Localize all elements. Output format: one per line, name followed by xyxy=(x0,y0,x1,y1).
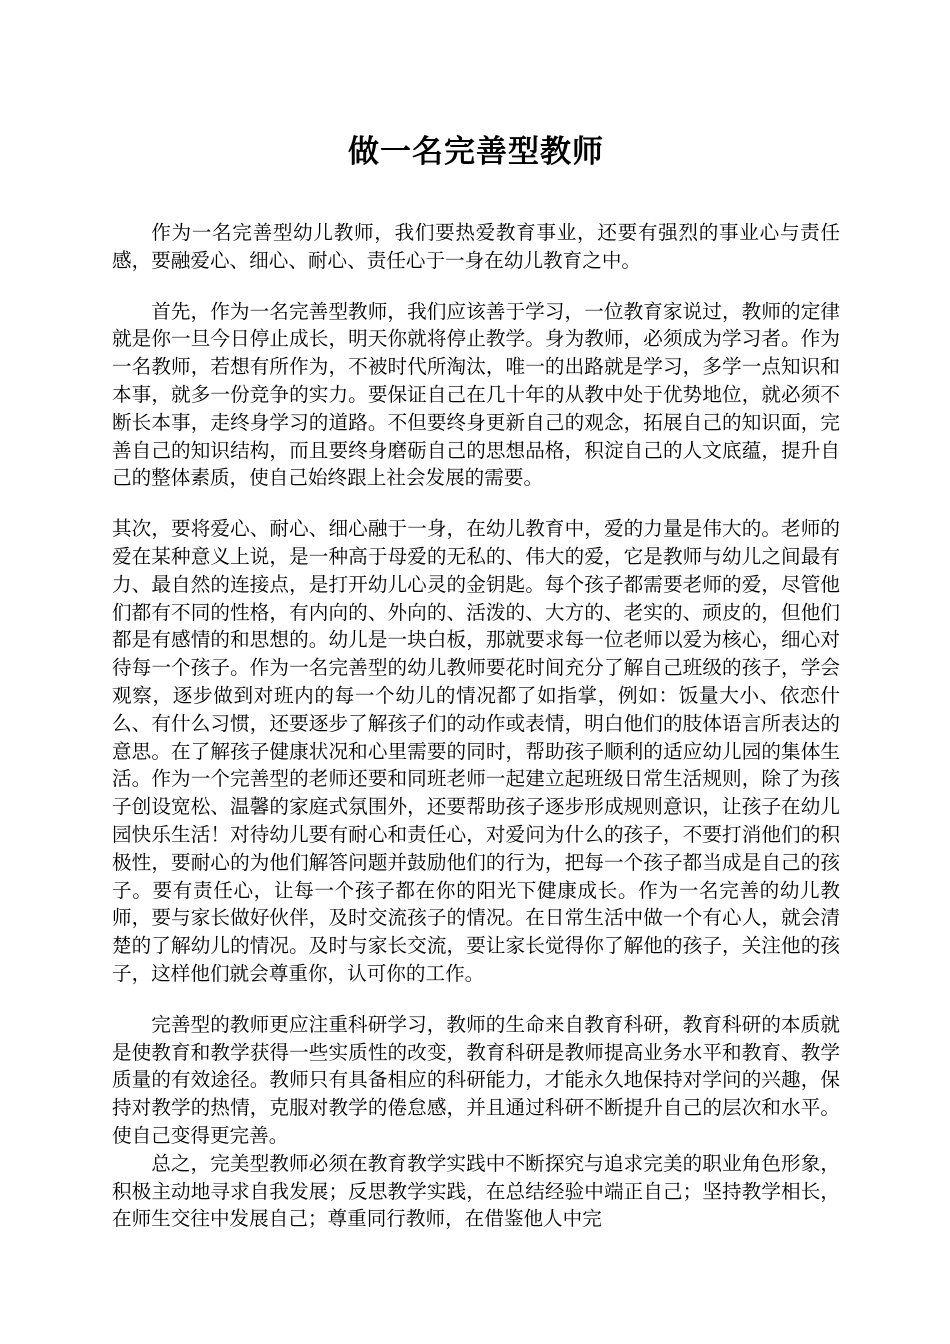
paragraph-learning: 首先，作为一名完善型教师，我们应该善于学习，一位教育家说过，教师的定律就是你一旦今日停止成长，明天你就将停止教学。身为教师，必须成为学习者。作为一名教师，若想有所作为，不被时代所淘汰，唯一的出路就是学习，多学一点知识和本事，就多一份竞争的实力。要保证自己在几十年的从教中处于优势地位，就必须不断长本事，走终身学习的道路。不但要终身更新自己的观念，拓展自己的知识面，完善自己的知识结构，而且要终身磨砺自己的思想品格，积淀自己的人文底蕴，提升自己的整体素质，使自己始终跟上社会发展的需要。 xyxy=(112,299,840,490)
document-title: 做一名完善型教师 xyxy=(348,134,604,170)
paragraph-love: 其次，要将爱心、耐心、细心融于一身，在幼儿教育中，爱的力量是伟大的。老师的爱在某种意义上说，是一种高于母爱的无私的、伟大的爱，它是教师与幼儿之间最有力、最自然的连接点，是打开幼儿心灵的金钥匙。每个孩子都需要老师的爱，尽管他们都有不同的性格，有内向的、外向的、活泼的、大方的、老实的、顽皮的，但他们都是有感情的和思想的。幼儿是一块白板，那就要求每一位老师以爱为核心，细心对待每一个孩子。作为一名完善型的幼儿教师要花时间充分了解自己班级的孩子，学会观察，逐步做到对班内的每一个幼儿的情况都了如指掌，例如：饭量大小、依恋什么、有什么习惯，还要逐步了解孩子们的动作或表情，明白他们的肢体语言所表达的意思。在了解孩子健康状况和心里需要的同时，帮助孩子顺利的适应幼儿园的集体生活。作为一个完善型的老师还要和同班老师一起建立起班级日常生活规则，除了为孩子创设宽松、温馨的家庭式氛围外，还要帮助孩子逐步形成规则意识，让孩子在幼儿园快乐生活！对待幼儿要有耐心和责任心，对爱问为什么的孩子，不要打消他们的积极性，要耐心的为他们解答问题并鼓励他们的行为，把每一个孩子都当成是自己的孩子。要有责任心，让每一个孩子都在你的阳光下健康成长。作为一名完善的幼儿教师，要与家长做好伙伴，及时交流孩子的情况。在日常生活中做一个有心人，就会清楚的了解幼儿的情况。及时与家长交流，要让家长觉得你了解他的孩子，关注他的孩子，这样他们就会尊重你，认可你的工作。 xyxy=(112,517,840,985)
paragraph-conclusion: 总之，完美型教师必须在教育教学实践中不断探究与追求完美的职业角色形象，积极主动地寻求自我发展；反思教学实践，在总结经验中端正自己；坚持教学相长，在师生交往中发展自己；尊重同行教师，在借鉴他人中完 xyxy=(112,1151,840,1231)
document-body xyxy=(112,219,840,1233)
paragraph-intro: 作为一名完善型幼儿教师，我们要热爱教育事业，还要有强烈的事业心与责任感，要融爱心、细心、耐心、责任心于一身在幼儿教育之中。 xyxy=(112,221,840,272)
paragraph-research: 完善型的教师更应注重科研学习，教师的生命来自教育科研，教育科研的本质就是使教育和教学获得一些实质性的改变，教育科研是教师提高业务水平和教育、教学质量的有效途径。教师只有具备相应的科研能力，才能永久地保持对学问的兴趣，保持对教学的热情，克服对教学的倦怠感，并且通过科研不断提升自己的层次和水平。使自己变得更完善。 xyxy=(112,1012,840,1147)
